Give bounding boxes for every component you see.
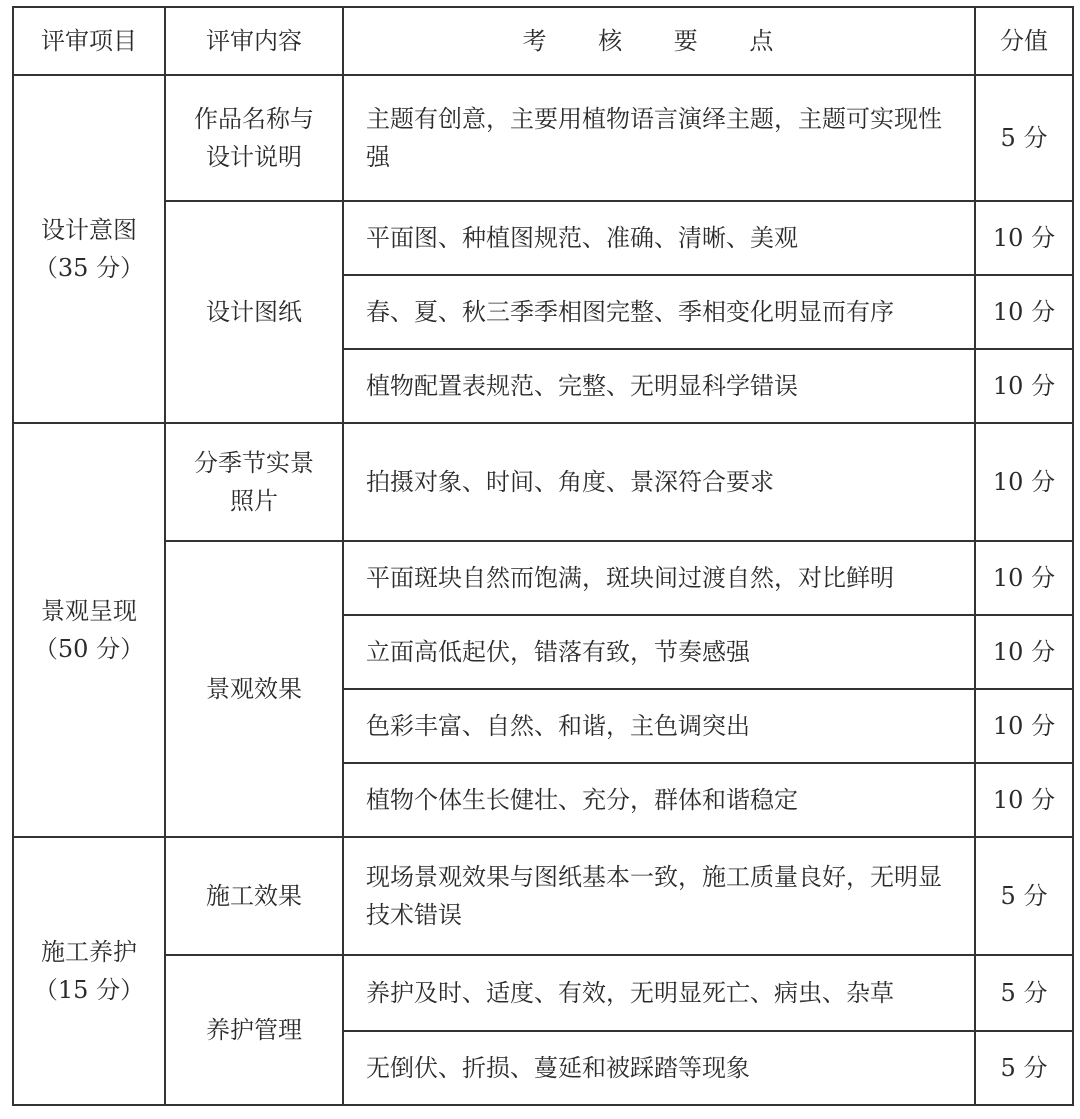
category-cell	[165, 201, 343, 423]
criteria-cell: 现场景观效果与图纸基本一致，施工质量良好，无明显技术错误	[343, 837, 975, 955]
category-cell	[165, 955, 343, 1105]
criteria-cell: 植物配置表规范、完整、无明显科学错误	[343, 349, 975, 423]
section-item-points: （50 分）	[33, 635, 145, 663]
section-item-title: 景观呈现	[41, 596, 137, 625]
score-cell: 10 分	[975, 615, 1073, 689]
score-cell: 10 分	[975, 763, 1073, 837]
category-cell	[165, 423, 343, 541]
header-category: 评审内容	[165, 7, 343, 75]
table-row	[13, 201, 1073, 275]
header-criteria: 考 核 要 点	[343, 7, 975, 75]
category-label: 施工效果	[206, 881, 302, 910]
score-cell: 10 分	[975, 541, 1073, 615]
criteria-cell: 植物个体生长健壮、充分，群体和谐稳定	[343, 763, 975, 837]
criteria-cell: 平面斑块自然而饱满，斑块间过渡自然，对比鲜明	[343, 541, 975, 615]
criteria-cell: 立面高低起伏，错落有致，节奏感强	[343, 615, 975, 689]
criteria-cell: 拍摄对象、时间、角度、景深符合要求	[343, 423, 975, 541]
section-item-points: （35 分）	[33, 254, 145, 282]
header-row	[13, 7, 1073, 75]
category-label: 作品名称与	[194, 104, 314, 133]
criteria-cell: 春、夏、秋三季季相图完整、季相变化明显而有序	[343, 275, 975, 349]
category-label-line2: 设计说明	[206, 143, 302, 171]
score-cell: 5 分	[975, 955, 1073, 1031]
score-cell: 5 分	[975, 1031, 1073, 1105]
section-item-cell	[13, 75, 165, 423]
criteria-cell: 平面图、种植图规范、准确、清晰、美观	[343, 201, 975, 275]
score-cell: 10 分	[975, 275, 1073, 349]
criteria-cell: 无倒伏、折损、蔓延和被踩踏等现象	[343, 1031, 975, 1105]
category-label-line2: 照片	[230, 487, 278, 515]
criteria-cell: 主题有创意，主要用植物语言演绎主题，主题可实现性强	[343, 75, 975, 201]
header-item: 评审项目	[13, 7, 165, 75]
section-item-cell	[13, 423, 165, 837]
category-cell	[165, 75, 343, 201]
category-cell	[165, 541, 343, 837]
category-label: 景观效果	[206, 674, 302, 703]
table-row	[13, 423, 1073, 541]
scoring-table	[12, 6, 1074, 1106]
category-cell	[165, 837, 343, 955]
score-cell: 10 分	[975, 349, 1073, 423]
score-cell: 10 分	[975, 689, 1073, 763]
section-item-points: （15 分）	[33, 976, 145, 1004]
header-score: 分值	[975, 7, 1073, 75]
criteria-cell: 养护及时、适度、有效，无明显死亡、病虫、杂草	[343, 955, 975, 1031]
section-item-title: 施工养护	[41, 937, 137, 966]
section-item-title: 设计意图	[41, 215, 137, 244]
category-label: 养护管理	[206, 1015, 302, 1044]
score-cell: 10 分	[975, 423, 1073, 541]
score-cell: 5 分	[975, 837, 1073, 955]
category-label: 设计图纸	[206, 297, 302, 326]
section-item-cell	[13, 837, 165, 1105]
table-header	[13, 7, 1073, 75]
score-cell: 10 分	[975, 201, 1073, 275]
table-row	[13, 837, 1073, 955]
table-body	[13, 75, 1073, 1105]
category-label: 分季节实景	[194, 448, 314, 477]
table-row	[13, 955, 1073, 1031]
criteria-cell: 色彩丰富、自然、和谐，主色调突出	[343, 689, 975, 763]
table-row	[13, 541, 1073, 615]
score-cell: 5 分	[975, 75, 1073, 201]
table-row	[13, 75, 1073, 201]
